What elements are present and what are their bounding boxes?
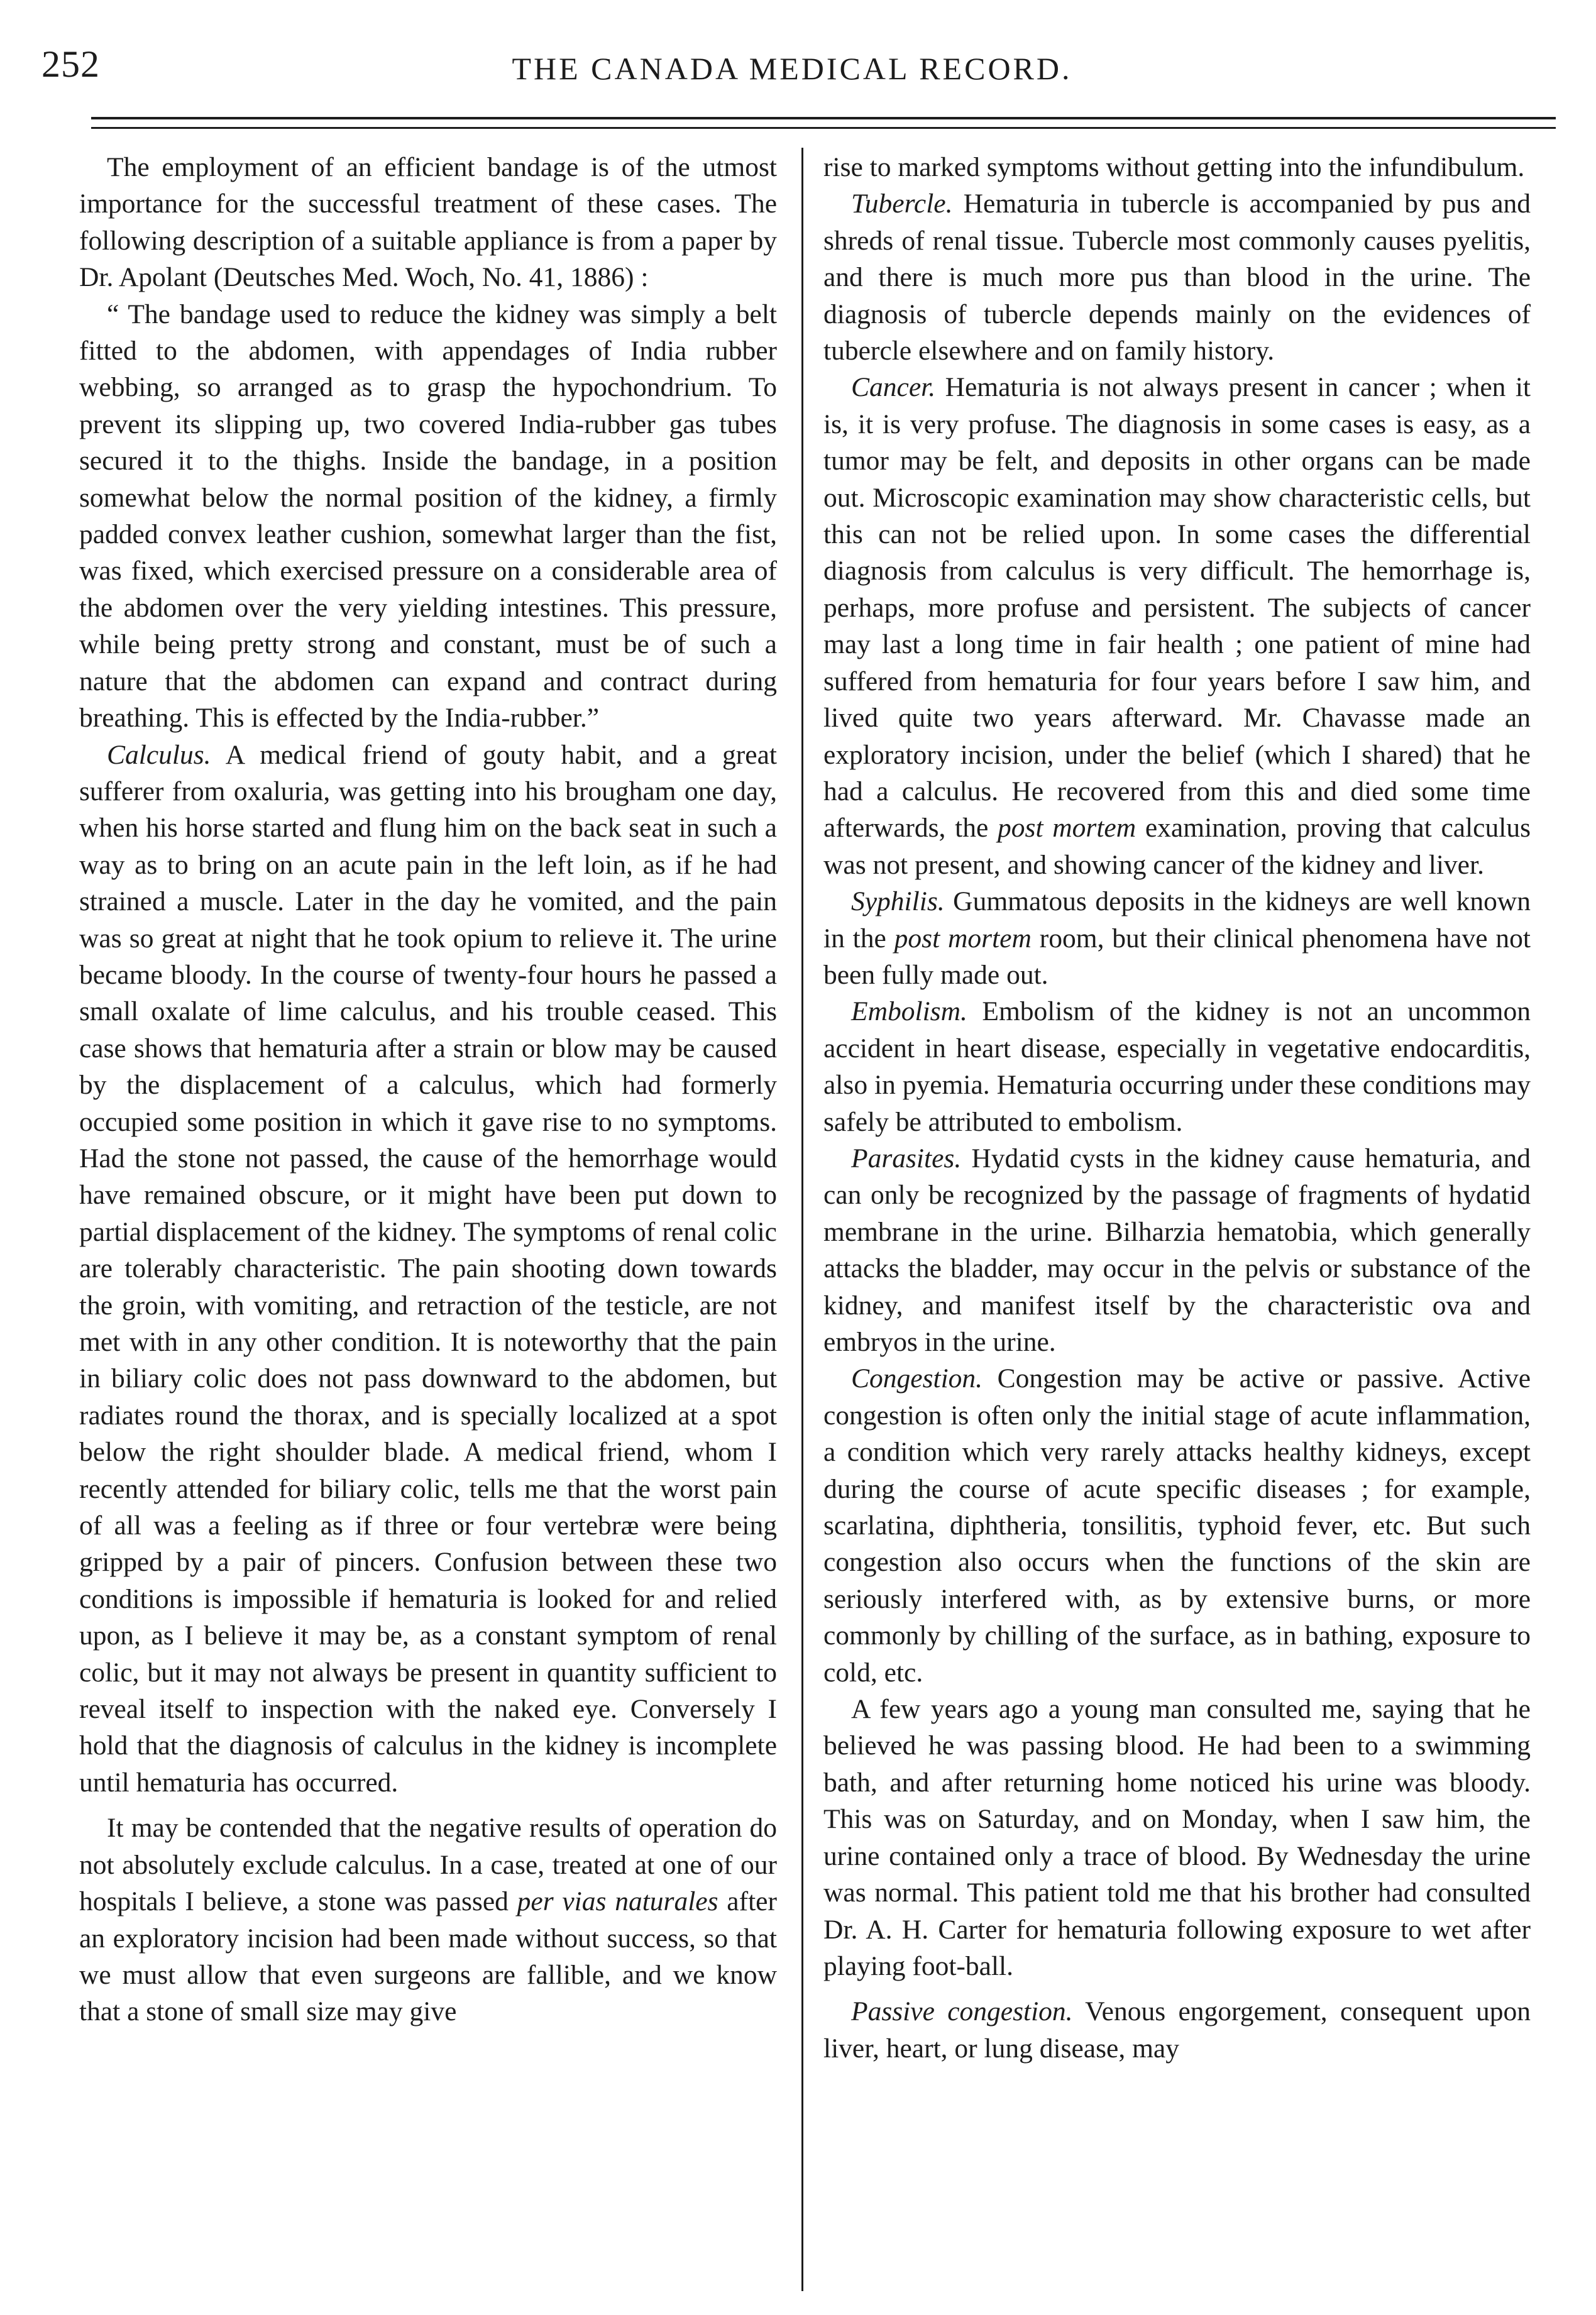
passive-congestion-heading: Passive congestion. <box>851 1996 1073 2027</box>
calculus-paragraph <box>79 737 777 1801</box>
parasites-text: Hydatid cysts in the kidney cause hematuria, and can only be recognized by the passage of fragments of hydatid membrane in the urine. Bilharzia hematobia, which generally attacks the bladder, may occur in the pelvis or substance of the kidney, and manifest itself by the characteristic ova and embryos in the urine. <box>823 1143 1531 1357</box>
syphilis-heading: Syphilis. <box>851 886 945 917</box>
tubercle-paragraph <box>823 185 1531 369</box>
header-rule-thin <box>91 127 1556 129</box>
header-rule <box>91 117 1556 119</box>
cancer-paragraph <box>823 369 1531 883</box>
parasites-paragraph <box>823 1140 1531 1360</box>
negative-results-text-b: after an exploratory incision had been made without success, so that we must allow that even surgeons are fallible, and we know that a stone of small size may give <box>79 1886 777 2027</box>
calculus-heading: Calculus. <box>107 739 211 770</box>
passive-congestion-text: Venous engorgement, consequent upon liver, heart, or lung disease, may <box>823 1996 1531 2064</box>
cancer-post-mortem: post mortem <box>998 813 1136 844</box>
bandage-intro-paragraph: The employment of an efficient bandage is of the utmost importance for the successful treatment of these cases. The following description of a suitable appliance is from a paper by Dr. Apolant (Deutsches Med. Woch, No. 41, 1886) : <box>79 152 777 293</box>
cancer-heading: Cancer. <box>851 372 936 403</box>
negative-results-paragraph <box>79 1810 777 2030</box>
column-divider <box>801 148 803 2291</box>
cancer-text-a: Hematuria is not always present in cancer ; when it is, it is very profuse. The diagnosis in some cases is easy, as a tumor may be felt, and deposits in other organs can be made out. Microscopic examination may show characteristic cells, but this can not be relied upon. In some cases the differential diagnosis from calculus is very difficult. The hemorrhage is, perhaps, more profuse and persistent. The subjects of cancer may last a long time in fair health ; one patient of mine had suffered from hematuria for four years before I saw him, and lived quite two years afterward. Mr. Chavasse made an exploratory incision, under the belief (which I shared) that he had a calculus. He recovered from this and died some time afterwards, the <box>823 372 1531 844</box>
cancer-text-b: examination, proving that calculus was not present, and showing cancer of the kidney and liver. <box>823 813 1531 880</box>
embolism-heading: Embolism. <box>851 996 967 1027</box>
case-report-paragraph: A few years ago a young man consulted me, saying that he believed he was passing blood. He had been to a swimming bath, and after returning home noticed his urine was bloody. This was on Saturday, and on Monday, when I saw him, the urine contained only a trace of blood. By Wednesday the urine was normal. This patient told me that his brother had consulted Dr. A. H. Carter for hematuria following exposure to wet after playing foot-ball. <box>823 1694 1531 1981</box>
syphilis-post-mortem: post mortem <box>894 923 1032 954</box>
syphilis-text-a: Gummatous deposits in the kidneys are well known in the <box>823 886 1531 954</box>
syphilis-text-b: room, but their clinical phenomena have not been fully made out. <box>823 923 1531 990</box>
embolism-paragraph <box>823 993 1531 1140</box>
passive-congestion-paragraph <box>823 1993 1531 2067</box>
negative-results-text-a: It may be contended that the negative results of operation do not absolutely exclude calculus. In a case, treated at one of our hospitals I believe, a stone was passed <box>79 1813 777 1917</box>
continuation-paragraph: rise to marked symptoms without getting into the infundibulum. <box>823 152 1525 182</box>
congestion-heading: Congestion. <box>851 1363 983 1394</box>
parasites-heading: Parasites. <box>851 1143 962 1174</box>
tubercle-text: Hematuria in tubercle is accompanied by pus and shreds of renal tissue. Tubercle most commonly causes pyelitis, and there is much more pus than blood in the urine. The diagnosis of tubercle depends mainly on the evidences of tubercle elsewhere and on family history. <box>823 189 1531 366</box>
calculus-text: A medical friend of gouty habit, and a great sufferer from oxaluria, was getting into his brougham one day, when his horse started and flung him on the back seat in such a way as to bring on an acute pain in the left loin, as if he had strained a muscle. Later in the day he vomited, and the pain was so great at night that he took opium to relieve it. The urine became bloody. In the course of twenty-four hours he passed a small oxalate of lime calculus, and his trouble ceased. This case shows that hematuria after a strain or blow may be caused by the displacement of a calculus, which had formerly occupied some position in which it gave rise to no symptoms. Had the stone not passed, the cause of the hemorrhage would have remained obscure, or it might have been put down to partial displacement of the kidney. The symptoms of renal colic are tolerably characteristic. The pain shooting down towards the groin, with vomiting, and retraction of the testicle, are not met with in any other condition. It is noteworthy that the pain in biliary colic does not pass downward to the abdomen, but radiates round the thorax, and is specially localized at a spot below the right shoulder blade. A medical friend, whom I recently attended for biliary colic, tells me that the worst pain of all was a feeling as if three or four vertebræ were being gripped by a pair of pincers. Confusion between these two conditions is impossible if hematuria is looked for and relied upon, as I believe it may be, as a constant symptom of renal colic, but it may not always be present in quantity sufficient to reveal itself to inspection with the naked eye. Conversely I hold that the diagnosis of calculus in the kidney is incomplete until hematuria has occurred. <box>79 739 777 1798</box>
syphilis-paragraph <box>823 883 1531 993</box>
left-column <box>79 149 777 2030</box>
per-vias-naturales: per vias naturales <box>517 1886 718 1917</box>
tubercle-heading: Tubercle. <box>851 189 953 219</box>
page-number: 252 <box>41 43 100 85</box>
congestion-paragraph <box>823 1360 1531 1691</box>
embolism-text: Embolism of the kidney is not an uncommon accident in heart disease, especially in vegetative endocarditis, also in pyemia. Hematuria occurring under these conditions may safely be attributed to embolism. <box>823 996 1531 1137</box>
running-title: THE CANADA MEDICAL RECORD. <box>512 51 1072 86</box>
right-column <box>823 149 1531 2067</box>
bandage-quote-paragraph: “ The bandage used to reduce the kidney was simply a belt fitted to the abdomen, with appendages of India rubber webbing, so arranged as to grasp the hypochondrium. To prevent its slipping up, two covered India-rubber gas tubes secured it to the thighs. Inside the bandage, in a position somewhat below the normal position of the kidney, a firmly padded convex leather cushion, somewhat larger than the fist, was fixed, which exercised pressure on a considerable area of the abdomen over the very yielding intestines. This pressure, while being pretty strong and constant, must be of such a nature that the abdomen can expand and contract during breathing. This is effected by the India-rubber.” <box>79 299 777 734</box>
congestion-text: Congestion may be active or passive. Active congestion is often only the initial stage of acute inflammation, a condition which very rarely attacks healthy kidneys, except during the course of acute specific diseases ; for example, scarlatina, diphtheria, tonsilitis, typhoid fever, etc. But such congestion also occurs when the functions of the skin are seriously interfered with, as by extensive burns, or more commonly by chilling of the surface, as in bathing, exposure to cold, etc. <box>823 1363 1531 1688</box>
